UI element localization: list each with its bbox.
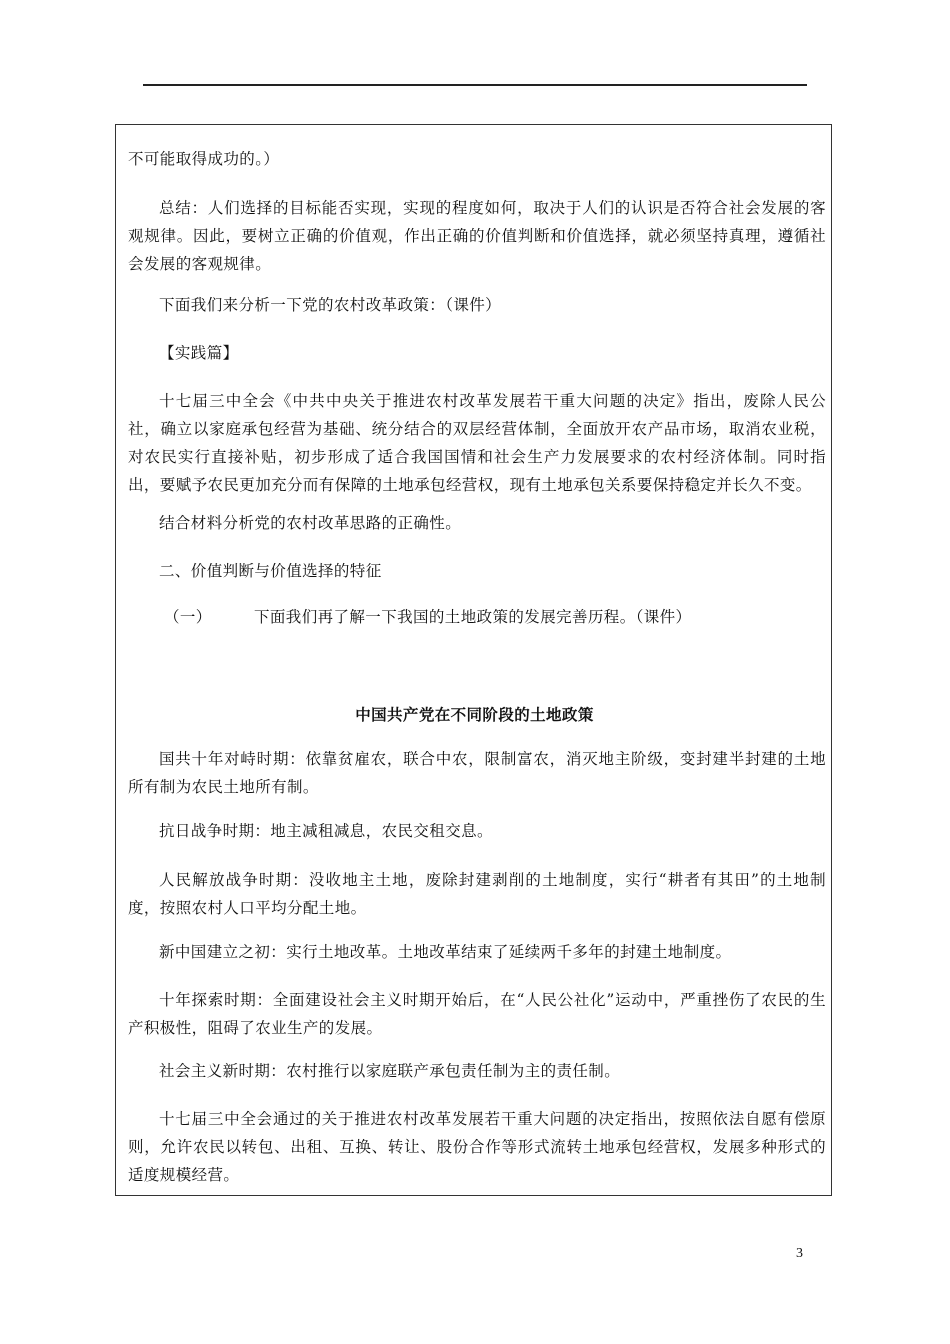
- paragraph-continuation: 不可能取得成功的。）: [128, 150, 280, 168]
- policy-paragraph: 人民解放战争时期：没收地主土地，废除封建剥削的土地制度，实行“耕者有其田”的土地制度，按照农村人口平均分配土地。: [128, 871, 826, 917]
- policy-paragraph: 十年探索时期：全面建设社会主义时期开始后，在“人民公社化”运动中，严重挫伤了农民的生产积极性，阻碍了农业生产的发展。: [128, 991, 826, 1037]
- list-item-text: 下面我们再了解一下我国的土地政策的发展完善历程。（课件）: [254, 608, 692, 626]
- heading-section-two: 二、价值判断与价值选择的特征: [159, 562, 382, 580]
- paragraph-summary: 总结：人们选择的目标能否实现，实现的程度如何，取决于人们的认识是否符合社会发展的客观规律。因此，要树立正确的价值观，作出正确的价值判断和价值选择，就必须坚持真理，遵循社会发展的客观规律。: [128, 199, 826, 273]
- header-rule: [143, 84, 807, 86]
- page-number: 3: [796, 1246, 803, 1261]
- policy-paragraph: 抗日战争时期：地主减租减息，农民交租交息。: [159, 822, 493, 840]
- policy-paragraph: 十七届三中全会通过的关于推进农村改革发展若干重大问题的决定指出，按照依法自愿有偿原则，允许农民以转包、出租、互换、转让、股份合作等形式流转土地承包经营权，发展多种形式的适度规模经营。: [128, 1110, 826, 1184]
- paragraph-material: 十七届三中全会《中共中央关于推进农村改革发展若干重大问题的决定》指出，废除人民公社，确立以家庭承包经营为基础、统分结合的双层经营体制，全面放开农产品市场，取消农业税，对农民实行直接补贴，初步形成了适合我国国情和社会生产力发展要求的农村经济体制。同时指出，要赋予农民更加充分而有保障的土地承包经营权，现有土地承包关系要保持稳定并长久不变。: [128, 392, 826, 494]
- list-item-number: （一）: [164, 608, 212, 626]
- paragraph-question: 结合材料分析党的农村改革思路的正确性。: [159, 514, 462, 532]
- policy-paragraph: 国共十年对峙时期：依靠贫雇农，联合中农，限制富农，消灭地主阶级，变封建半封建的土地所有制为农民土地所有制。: [128, 750, 826, 796]
- content-box: [115, 124, 832, 1196]
- section-title: 中国共产党在不同阶段的土地政策: [355, 706, 594, 724]
- paragraph-analysis-intro: 下面我们来分析一下党的农村改革政策：（课件）: [159, 296, 502, 314]
- heading-practice: 【实践篇】: [159, 344, 239, 362]
- policy-paragraph: 新中国建立之初：实行土地改革。土地改革结束了延续两千多年的封建土地制度。: [159, 943, 732, 961]
- policy-paragraph: 社会主义新时期：农村推行以家庭联产承包责任制为主的责任制。: [159, 1062, 621, 1080]
